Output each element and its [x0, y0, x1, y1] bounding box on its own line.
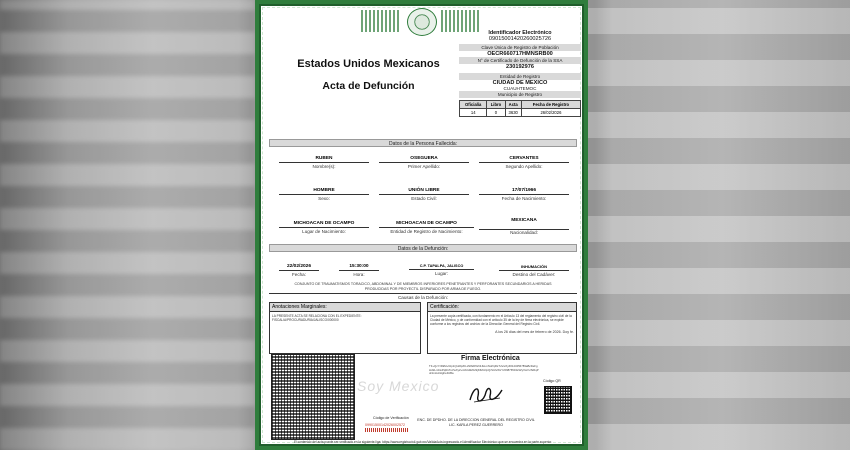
persona-section-title: Datos de la Persona Fallecida:	[269, 139, 577, 147]
causas-text: CONJUNTO DE TRAUMATISMOS TORACICO, ABDOMINAL Y DE MIEMBROS INFERIORES PENETRANTES Y PERFORANTES SECUNDARIOS A HERIDAS PRODUCIDAS POR PROYECTIL DISPARADO POR ARMA DE FUEGO.	[269, 282, 577, 294]
lugar-defuncion-field: C.P. TAPALPA, JALISCO Lugar:	[409, 264, 474, 276]
footer-note: El contenido del acta puede ser verificado en la siguiente liga: https://www.registrocivil.gob.mx/ValidaActa ingresando el Identificador Electrónico que se encuentra en la parte superior.	[293, 440, 553, 444]
table-cell: 26/02/2026	[521, 109, 580, 117]
table-cell: 3630	[505, 109, 521, 117]
curp-label: Clave Única de Registro de Población	[459, 44, 581, 51]
entidad-value: CIUDAD DE MEXICO	[492, 80, 548, 86]
registry-table	[459, 100, 581, 117]
qr-code-large	[271, 354, 355, 440]
primer-apellido-field: OSEGUERA Primer Apellido:	[379, 156, 469, 169]
table-header: Libro	[487, 101, 505, 109]
table-cell: 14	[460, 109, 487, 117]
identificador-label: Identificador Electrónico	[488, 30, 552, 36]
lugar-nacimiento-field: MICHOACAN DE OCAMPO Lugar de Nacimiento:	[279, 221, 369, 234]
certificacion-date: A los 26 días del mes de febrero de 2026. Doy fe.	[495, 330, 574, 334]
signer-cargo: ENC. DE DPDHO. DE LA DIRECCION GENERAL DEL REGISTRO CIVIL	[417, 418, 535, 422]
certificacion-title: Certificación:	[428, 303, 576, 312]
civil-row	[269, 188, 577, 208]
certificate-page	[259, 4, 584, 446]
identificador-value: 09015001420260025726	[488, 36, 552, 42]
entidad-nacimiento-field: MICHOACAN DE OCAMPO Entidad de Registro de Nacimiento:	[379, 221, 474, 234]
ssa-value: 230192976	[506, 64, 534, 70]
segundo-apellido-field: CERVANTES Segundo Apellido:	[479, 156, 569, 169]
anotaciones-box	[269, 302, 421, 354]
country-title: Estados Unidos Mexicanos	[297, 58, 440, 70]
handwritten-signature	[466, 382, 506, 406]
ssa-label: N° de Certificado de Defunción de la SSA	[459, 57, 581, 64]
death-certificate	[255, 0, 588, 450]
death-row	[269, 264, 577, 280]
certificacion-text: La presente copia certificada, con fundamento en el Artículo 13 del reglamento del registro civil de la Ciudad de México, y de conformidad con el artículo 35 de la ley de firma electrónica, se expide conforme a los registros del archivo de la Dirección General del Registro Civil.	[430, 314, 572, 326]
estado-civil-field: UNIÓN LIBRE Estado Civil:	[379, 188, 469, 201]
national-seal-icon	[407, 8, 437, 36]
municipio-value: CUAUHTEMOC	[503, 86, 537, 91]
watermark-text: Soy Mexico	[357, 378, 440, 394]
names-row	[269, 156, 577, 176]
registry-id-block	[459, 30, 581, 117]
table-header: Oficialía	[460, 101, 487, 109]
fecha-nacimiento-field: 17/07/1966 Fecha de Nacimiento:	[479, 188, 569, 201]
document-title: Acta de Defunción	[322, 80, 415, 92]
destino-field: INHUMACIÓN Destino del Cadáver:	[499, 264, 569, 277]
entidad-label: Entidad de Registro	[459, 73, 581, 80]
curp-value: OECR660717HMNSRB00	[487, 51, 553, 57]
header-ornament-right	[441, 10, 479, 32]
header-ornament-left	[361, 10, 399, 32]
codigo-verificacion-label: Código de Verificación	[373, 416, 409, 420]
certificacion-box	[427, 302, 577, 354]
signer-name: LIC. KARLA PEREZ GUERRERO	[449, 423, 503, 427]
firma-cadena: TF+QcYzRkM+9zp1QvWq2hLxN8sDfGh3JkLmNoPqRsTuVwXyZ0123456789aBcDeFgHiJkLmNoPqRsTuVwXyZ+/AbCdEfGhIjKlMnOpQrStUvWxYz0987654321ZyXwVuTsRqPoNmLkJiHgFeDcBa	[429, 364, 539, 376]
defuncion-section-title: Datos de la Defunción:	[269, 244, 577, 252]
municipio-label: Municipio de Registro	[459, 91, 581, 98]
anotaciones-text: LA PRESENTE ACTA SE RELACIONA CON EL EXPEDIENTE: FISCALIA/PROCURADURIA/JALISCO/000000	[272, 314, 362, 322]
verification-barcode	[365, 428, 409, 432]
firma-electronica-title: Firma Electrónica	[461, 355, 520, 362]
birthplace-row	[269, 218, 577, 240]
codigo-qr-label: Código QR	[543, 379, 561, 383]
causas-label: Causas de la Defunción:	[397, 295, 449, 300]
fecha-defuncion-field: 22/02/2026 Fecha:	[279, 264, 319, 277]
signer-block	[411, 418, 541, 428]
hora-defuncion-field: 15:30:00 Hora:	[339, 264, 379, 277]
nacionalidad-field: MEXICANA Nacionalidad:	[479, 218, 569, 235]
anotaciones-title: Anotaciones Marginales:	[270, 303, 420, 312]
table-header: Fecha de Registro	[521, 101, 580, 109]
table-cell: 0	[487, 109, 505, 117]
sexo-field: HOMBRE Sexo:	[279, 188, 369, 201]
table-header: Acta	[505, 101, 521, 109]
codigo-verificacion-value: 09901500142026002572	[365, 423, 405, 427]
qr-code-small	[544, 386, 572, 414]
nombre-field: RUBEN Nombre(s):	[279, 156, 369, 169]
